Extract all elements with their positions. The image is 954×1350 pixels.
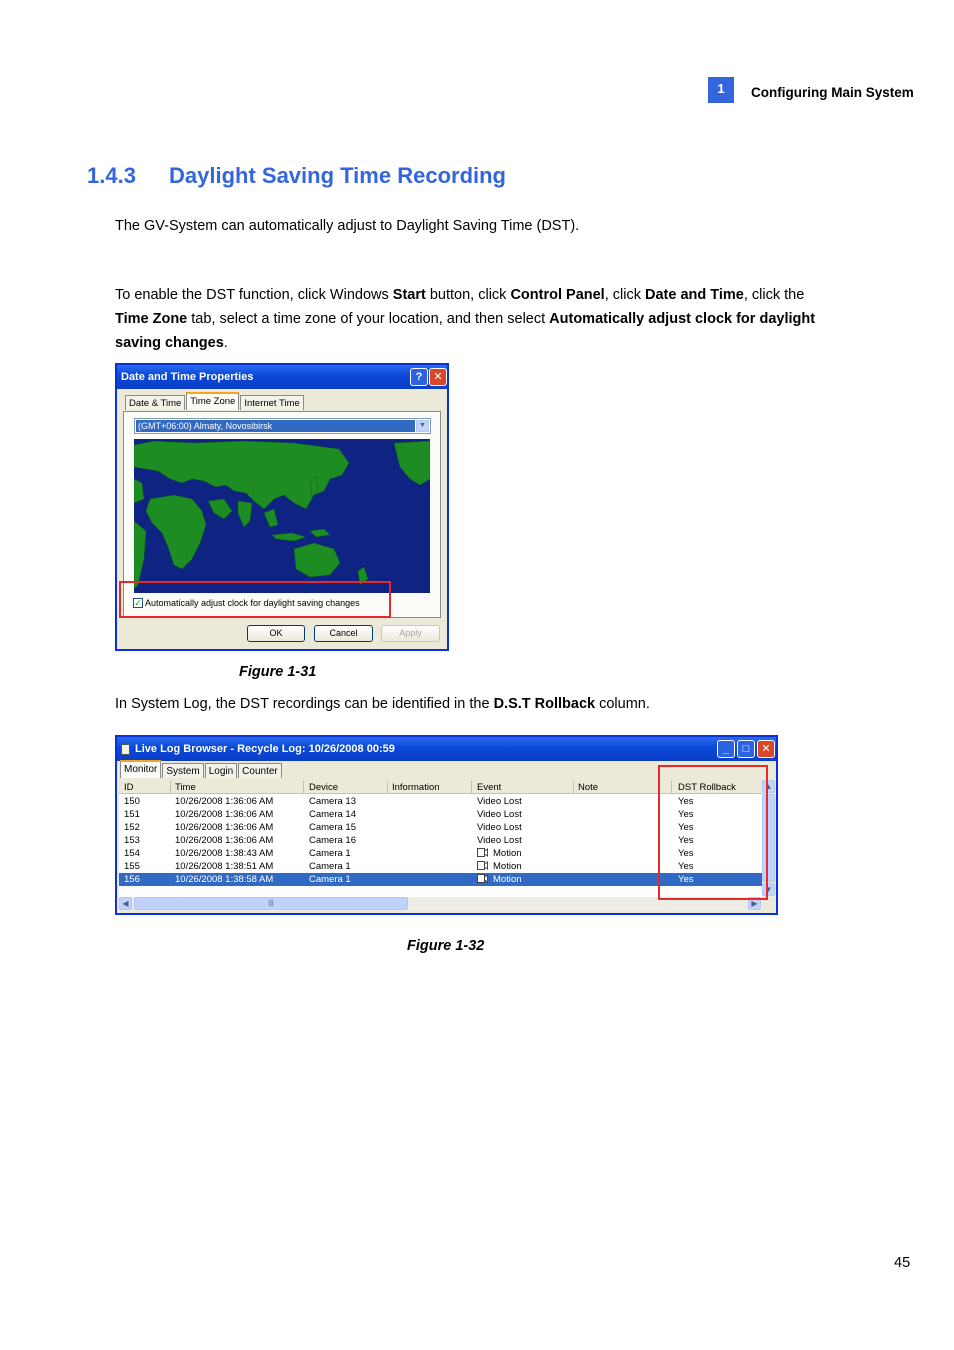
cell-device: Camera 14 [309, 809, 356, 820]
cell-time: 10/26/2008 1:36:06 AM [175, 822, 274, 833]
system-log-paragraph [115, 692, 830, 716]
cell-event: Video Lost [477, 835, 522, 846]
bold-control-panel: Control Panel [510, 287, 605, 303]
tab-internet-time[interactable]: Internet Time [240, 395, 303, 410]
text-run: . [223, 335, 228, 351]
column-header-device[interactable]: Device [309, 782, 339, 793]
chapter-title: Configuring Main System [751, 85, 914, 100]
bold-auto-adjust: Automatically adjust clock for daylight saving changes [115, 311, 816, 351]
cell-event: Video Lost [477, 796, 522, 807]
intro-paragraph: The GV-System can automatically adjust to Daylight Saving Time (DST). [115, 218, 580, 234]
log-tab-row [120, 763, 283, 778]
cell-event: Video Lost [477, 822, 522, 833]
text-run: , click the [743, 287, 805, 303]
column-header-note[interactable]: Note [578, 782, 599, 793]
auto-adjust-dst-label: Automatically adjust clock for daylight saving changes [145, 598, 360, 608]
cell-device: Camera 13 [309, 796, 356, 807]
ok-button[interactable]: OK [247, 625, 305, 642]
text-run: In System Log, the DST recordings can be identified in the [115, 696, 494, 712]
cell-device: Camera 1 [309, 874, 351, 885]
minimize-button[interactable]: _ [717, 740, 735, 758]
tab-time-zone[interactable]: Time Zone [186, 392, 239, 410]
bold-start: Start [392, 287, 426, 303]
text-run: column. [595, 696, 650, 712]
timezone-select[interactable] [134, 418, 431, 434]
window-titlebar [117, 365, 447, 389]
column-header-id[interactable]: ID [124, 782, 134, 793]
cell-dst: Yes [678, 796, 694, 807]
cell-device: Camera 15 [309, 822, 356, 833]
video-icon [477, 874, 488, 887]
cell-id: 150 [124, 796, 140, 807]
text-run: To enable the DST function, click Windows [115, 287, 393, 303]
world-map [134, 439, 430, 593]
close-button[interactable]: ✕ [429, 368, 447, 386]
cell-event: Motion [493, 848, 522, 859]
cell-device: Camera 16 [309, 835, 356, 846]
close-button[interactable]: ✕ [757, 740, 775, 758]
instructions-paragraph [115, 283, 830, 355]
cell-dst: Yes [678, 861, 694, 872]
chevron-down-icon[interactable]: ▼ [416, 420, 429, 432]
figure-caption-1-32: Figure 1-32 [407, 938, 485, 954]
bold-date-and-time: Date and Time [645, 287, 744, 303]
cell-time: 10/26/2008 1:38:43 AM [175, 848, 274, 859]
chapter-number-badge: 1 [708, 77, 734, 103]
timezone-value: (GMT+06:00) Almaty, Novosibirsk [136, 420, 415, 432]
cell-dst: Yes [678, 822, 694, 833]
log-app-icon [121, 744, 130, 755]
scroll-up-icon[interactable]: ▲ [762, 780, 775, 793]
column-header-event[interactable]: Event [477, 782, 502, 793]
section-heading [87, 163, 506, 189]
cell-dst: Yes [678, 848, 694, 859]
section-title: Daylight Saving Time Recording [169, 163, 506, 188]
tab-date-time[interactable]: Date & Time [125, 395, 185, 410]
tab-row [125, 395, 305, 410]
page-number: 45 [894, 1255, 911, 1271]
cell-dst: Yes [678, 809, 694, 820]
cell-device: Camera 1 [309, 861, 351, 872]
help-button[interactable]: ? [410, 368, 428, 386]
highlight-box-dst-column [658, 765, 768, 900]
cell-id: 153 [124, 835, 140, 846]
column-header-time[interactable]: Time [175, 782, 196, 793]
cell-dst: Yes [678, 874, 694, 885]
cell-event: Motion [493, 874, 522, 885]
world-map-graphic [134, 439, 430, 593]
auto-adjust-dst-checkbox[interactable]: ✓ [134, 598, 142, 608]
cell-dst: Yes [678, 835, 694, 846]
cell-id: 156 [124, 874, 140, 885]
section-number: 1.4.3 [87, 163, 136, 188]
tab-counter[interactable]: Counter [238, 763, 282, 778]
cancel-button[interactable]: Cancel [314, 625, 373, 642]
cell-time: 10/26/2008 1:38:58 AM [175, 874, 274, 885]
text-run: button, click [425, 287, 511, 303]
column-header-dst-rollback[interactable]: DST Rollback [678, 782, 736, 793]
apply-button[interactable]: Apply [381, 625, 440, 642]
tab-login[interactable]: Login [205, 763, 237, 778]
highlight-box-checkbox [119, 581, 391, 618]
window-title: Live Log Browser - Recycle Log: 10/26/2008 00:59 [135, 743, 395, 755]
cell-time: 10/26/2008 1:36:06 AM [175, 796, 274, 807]
cell-id: 151 [124, 809, 140, 820]
column-header-information[interactable]: Information [392, 782, 440, 793]
horizontal-scroll-thumb[interactable]: ||| [134, 897, 408, 910]
tab-system[interactable]: System [162, 763, 203, 778]
bold-time-zone: Time Zone [115, 311, 188, 327]
cell-id: 154 [124, 848, 140, 859]
cell-time: 10/26/2008 1:36:06 AM [175, 809, 274, 820]
cell-event: Video Lost [477, 809, 522, 820]
scroll-down-icon[interactable]: ▼ [762, 883, 775, 896]
figure-caption-1-31: Figure 1-31 [239, 664, 317, 680]
cell-time: 10/26/2008 1:38:51 AM [175, 861, 274, 872]
scroll-right-icon[interactable]: ▶ [748, 897, 761, 910]
tab-monitor[interactable]: Monitor [120, 760, 161, 778]
cell-time: 10/26/2008 1:36:06 AM [175, 835, 274, 846]
cell-id: 155 [124, 861, 140, 872]
scroll-left-icon[interactable]: ◀ [119, 897, 132, 910]
window-titlebar [117, 737, 776, 761]
text-run: , click [604, 287, 645, 303]
window-title: Date and Time Properties [121, 371, 254, 383]
cell-device: Camera 1 [309, 848, 351, 859]
text-run: tab, select a time zone of your location, and then select [187, 311, 550, 327]
bold-dst-rollback: D.S.T Rollback [493, 696, 596, 712]
maximize-button[interactable]: □ [737, 740, 755, 758]
cell-id: 152 [124, 822, 140, 833]
cell-event: Motion [493, 861, 522, 872]
